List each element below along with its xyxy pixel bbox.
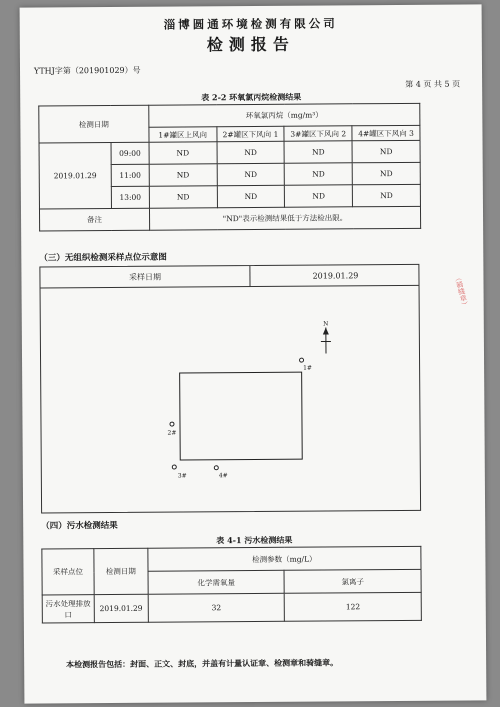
param-chloride: 氯离子 [284,569,421,593]
table-2-2-caption: 表 2-2 环氧氯丙烷检测结果 [201,91,302,103]
col-header-date: 检测日期 [39,105,149,143]
footer-note: 本检测报告包括：封面、正文、封底，并盖有计量认证章、检测章和骑缝章。 [66,657,339,670]
point-1-marker [299,358,304,363]
col-header: 4#罐区下风向 3 [352,125,420,140]
col-header: 3#罐区下风向 2 [284,126,352,141]
time-cell: 13:00 [111,186,149,208]
col-header: 1#罐区上风向 [149,127,217,142]
north-arrow-icon [320,327,332,353]
seal-stamp: （骑缝章） [453,273,470,310]
param-header: 环氧氯丙烷（mg/m³） [149,103,420,127]
value-cell: ND [149,186,217,208]
sampling-diagram [39,264,421,514]
remark-label: 备注 [39,208,149,231]
report-title: 检测报告 [206,34,295,55]
table-4-1-caption: 表 4-1 污水检测结果 [216,534,293,546]
section-3-title: （三）无组织检测采样点位示意图 [39,252,167,264]
value-cell: ND [285,163,353,185]
time-cell: 09:00 [111,142,149,164]
col-header: 2#罐区下风向 1 [217,126,285,141]
point-2-marker [169,422,174,427]
point-3-marker [172,465,177,470]
param-header: 检测参数（mg/L） [148,546,421,571]
point-2-label: 2# [167,429,177,437]
table-row [39,140,420,165]
value-cell: 122 [285,592,422,621]
north-arrow [320,320,332,355]
value-cell: ND [284,141,352,163]
document-number: YTHJ字第（201901029）号 [33,65,141,76]
value-cell: ND [149,142,217,164]
table-4-1 [41,546,422,624]
point-3-label: 3# [177,472,187,480]
sampling-date-label: 采样日期 [40,266,250,288]
value-cell: ND [149,164,217,186]
point-1-label: 1# [303,364,312,372]
value-cell: 32 [148,593,285,622]
table-2-2 [38,103,421,232]
remark-text: "ND"表示检测结果低于方法检出限。 [149,206,420,230]
value-cell: ND [217,185,285,207]
value-cell: ND [352,184,420,206]
site-cell: 污水处理排放口 [42,595,94,623]
page-number: 第 4 页 共 5 页 [405,79,461,89]
plant-boundary [179,372,303,461]
value-cell: ND [352,162,420,184]
value-cell: ND [217,141,285,163]
time-cell: 11:00 [111,164,149,186]
value-cell: ND [352,140,420,162]
north-label: N [323,320,329,328]
section-4-title: （四）污水检测结果 [41,520,118,532]
report-page [20,4,487,703]
company-name: 淄博圆通环境检测有限公司 [163,16,338,32]
value-cell: ND [217,163,285,185]
sampling-date-value: 2019.01.29 [312,271,359,281]
point-4-label: 4# [218,472,228,480]
table-row [42,592,421,623]
date-cell: 2019.01.29 [39,142,111,209]
date-cell: 2019.01.29 [94,594,148,622]
point-4-marker [214,465,219,470]
col-header-site: 采样点位 [42,549,94,595]
col-header-date: 检测日期 [94,548,148,594]
value-cell: ND [285,185,353,207]
param-cod: 化学需氧量 [148,570,285,594]
